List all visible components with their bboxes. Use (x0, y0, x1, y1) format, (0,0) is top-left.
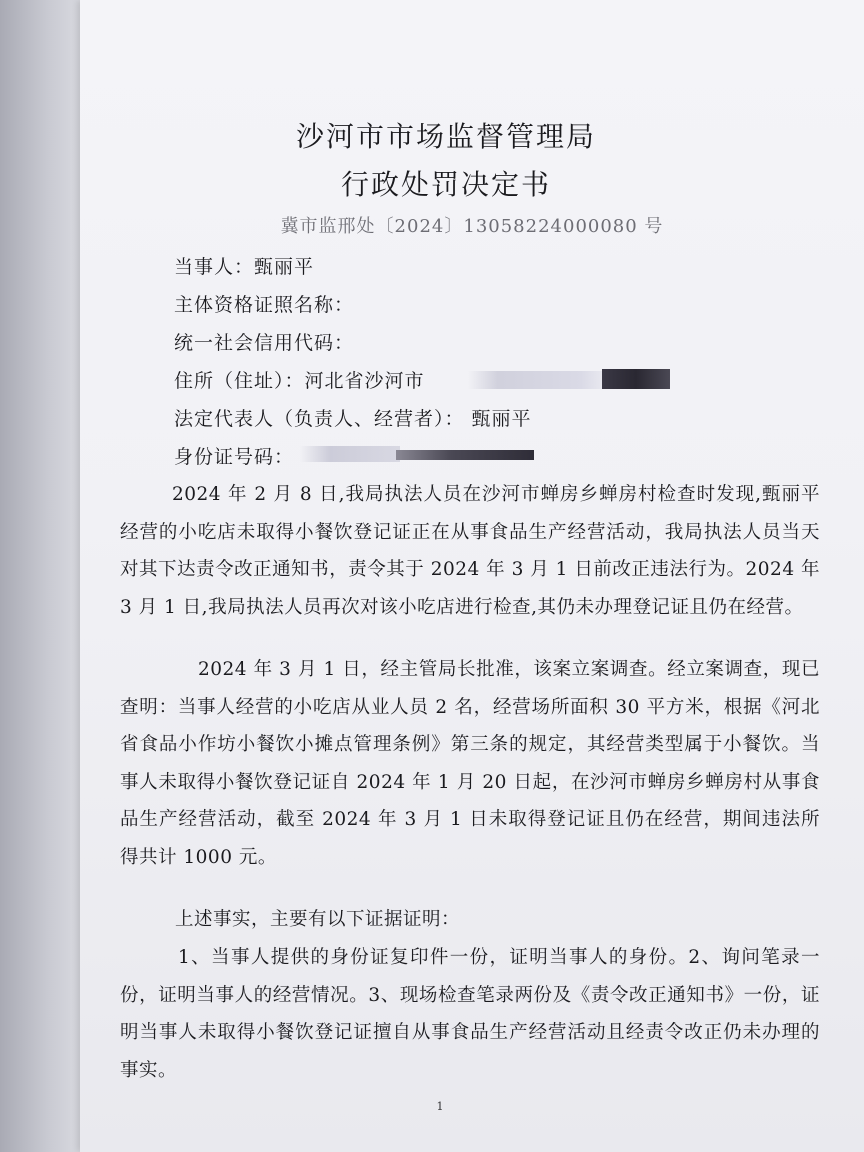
address-redaction-light (468, 371, 618, 389)
paragraph-inspection: 2024 年 2 月 8 日,我局执法人员在沙河市蝉房乡蝉房村检查时发现,甄丽平经营的小吃店未取得小餐饮登记证正在从事食品生产经营活动，我局执法人员当天对其下达责令改正通知书，责令其于 2024 年 3 月 1 日前改正违法行为。2024 年 3 月 1 日,我局执法人员再次对该小吃店进行检查,其仍未办理登记证且仍在经营。 (120, 484, 820, 618)
party-name: 当事人：甄丽平 (174, 256, 315, 278)
page-number: 1 (436, 1100, 444, 1113)
document-number: 冀市监邢处〔2024〕13058224000080 号 (280, 216, 664, 237)
agency-title: 沙河市市场监督管理局 (295, 120, 596, 153)
credit-code: 统一社会信用代码： (174, 332, 355, 354)
paragraph-investigation: 2024 年 3 月 1 日，经主管局长批准，该案立案调查。经立案调查，现已查明：当事人经营的小吃店从业人员 2 名，经营场所面积 30 平方米，根据《河北省食品小作坊小餐饮小摊点管理条例》第三条的规定，其经营类型属于小餐饮。当事人未取得小餐饮登记证自 2024 年 1 月 20 日起，在沙河市蝉房乡蝉房村从事食品生产经营活动，截至 2024 年 3 月 1 日未取得登记证且仍在经营，期间违法所得共计 1000 元。 (120, 659, 820, 868)
paragraph-evidence-list: 1、当事人提供的身份证复印件一份，证明当事人的身份。2、询问笔录一份，证明当事人的经营情况。3、现场检查笔录两份及《责令改正通知书》一份，证明当事人未取得小餐饮登记证擅自从事食品生产经营活动且经责令改正仍未办理的事实。 (120, 947, 820, 1081)
id-redaction-light (300, 446, 400, 462)
license-name: 主体资格证照名称： (174, 294, 355, 316)
id-redaction-dark (396, 450, 534, 460)
address-redaction-dark (602, 369, 670, 389)
id-number: 身份证号码： (174, 446, 295, 468)
document-page (80, 0, 864, 1152)
legal-representative: 法定代表人（负责人、经营者）： 甄丽平 (174, 408, 532, 430)
paragraph-evidence-intro: 上述事实，主要有以下证据证明： (175, 909, 461, 930)
document-type-title: 行政处罚决定书 (340, 168, 551, 201)
address: 住所（住址）：河北省沙河市 (174, 370, 425, 392)
